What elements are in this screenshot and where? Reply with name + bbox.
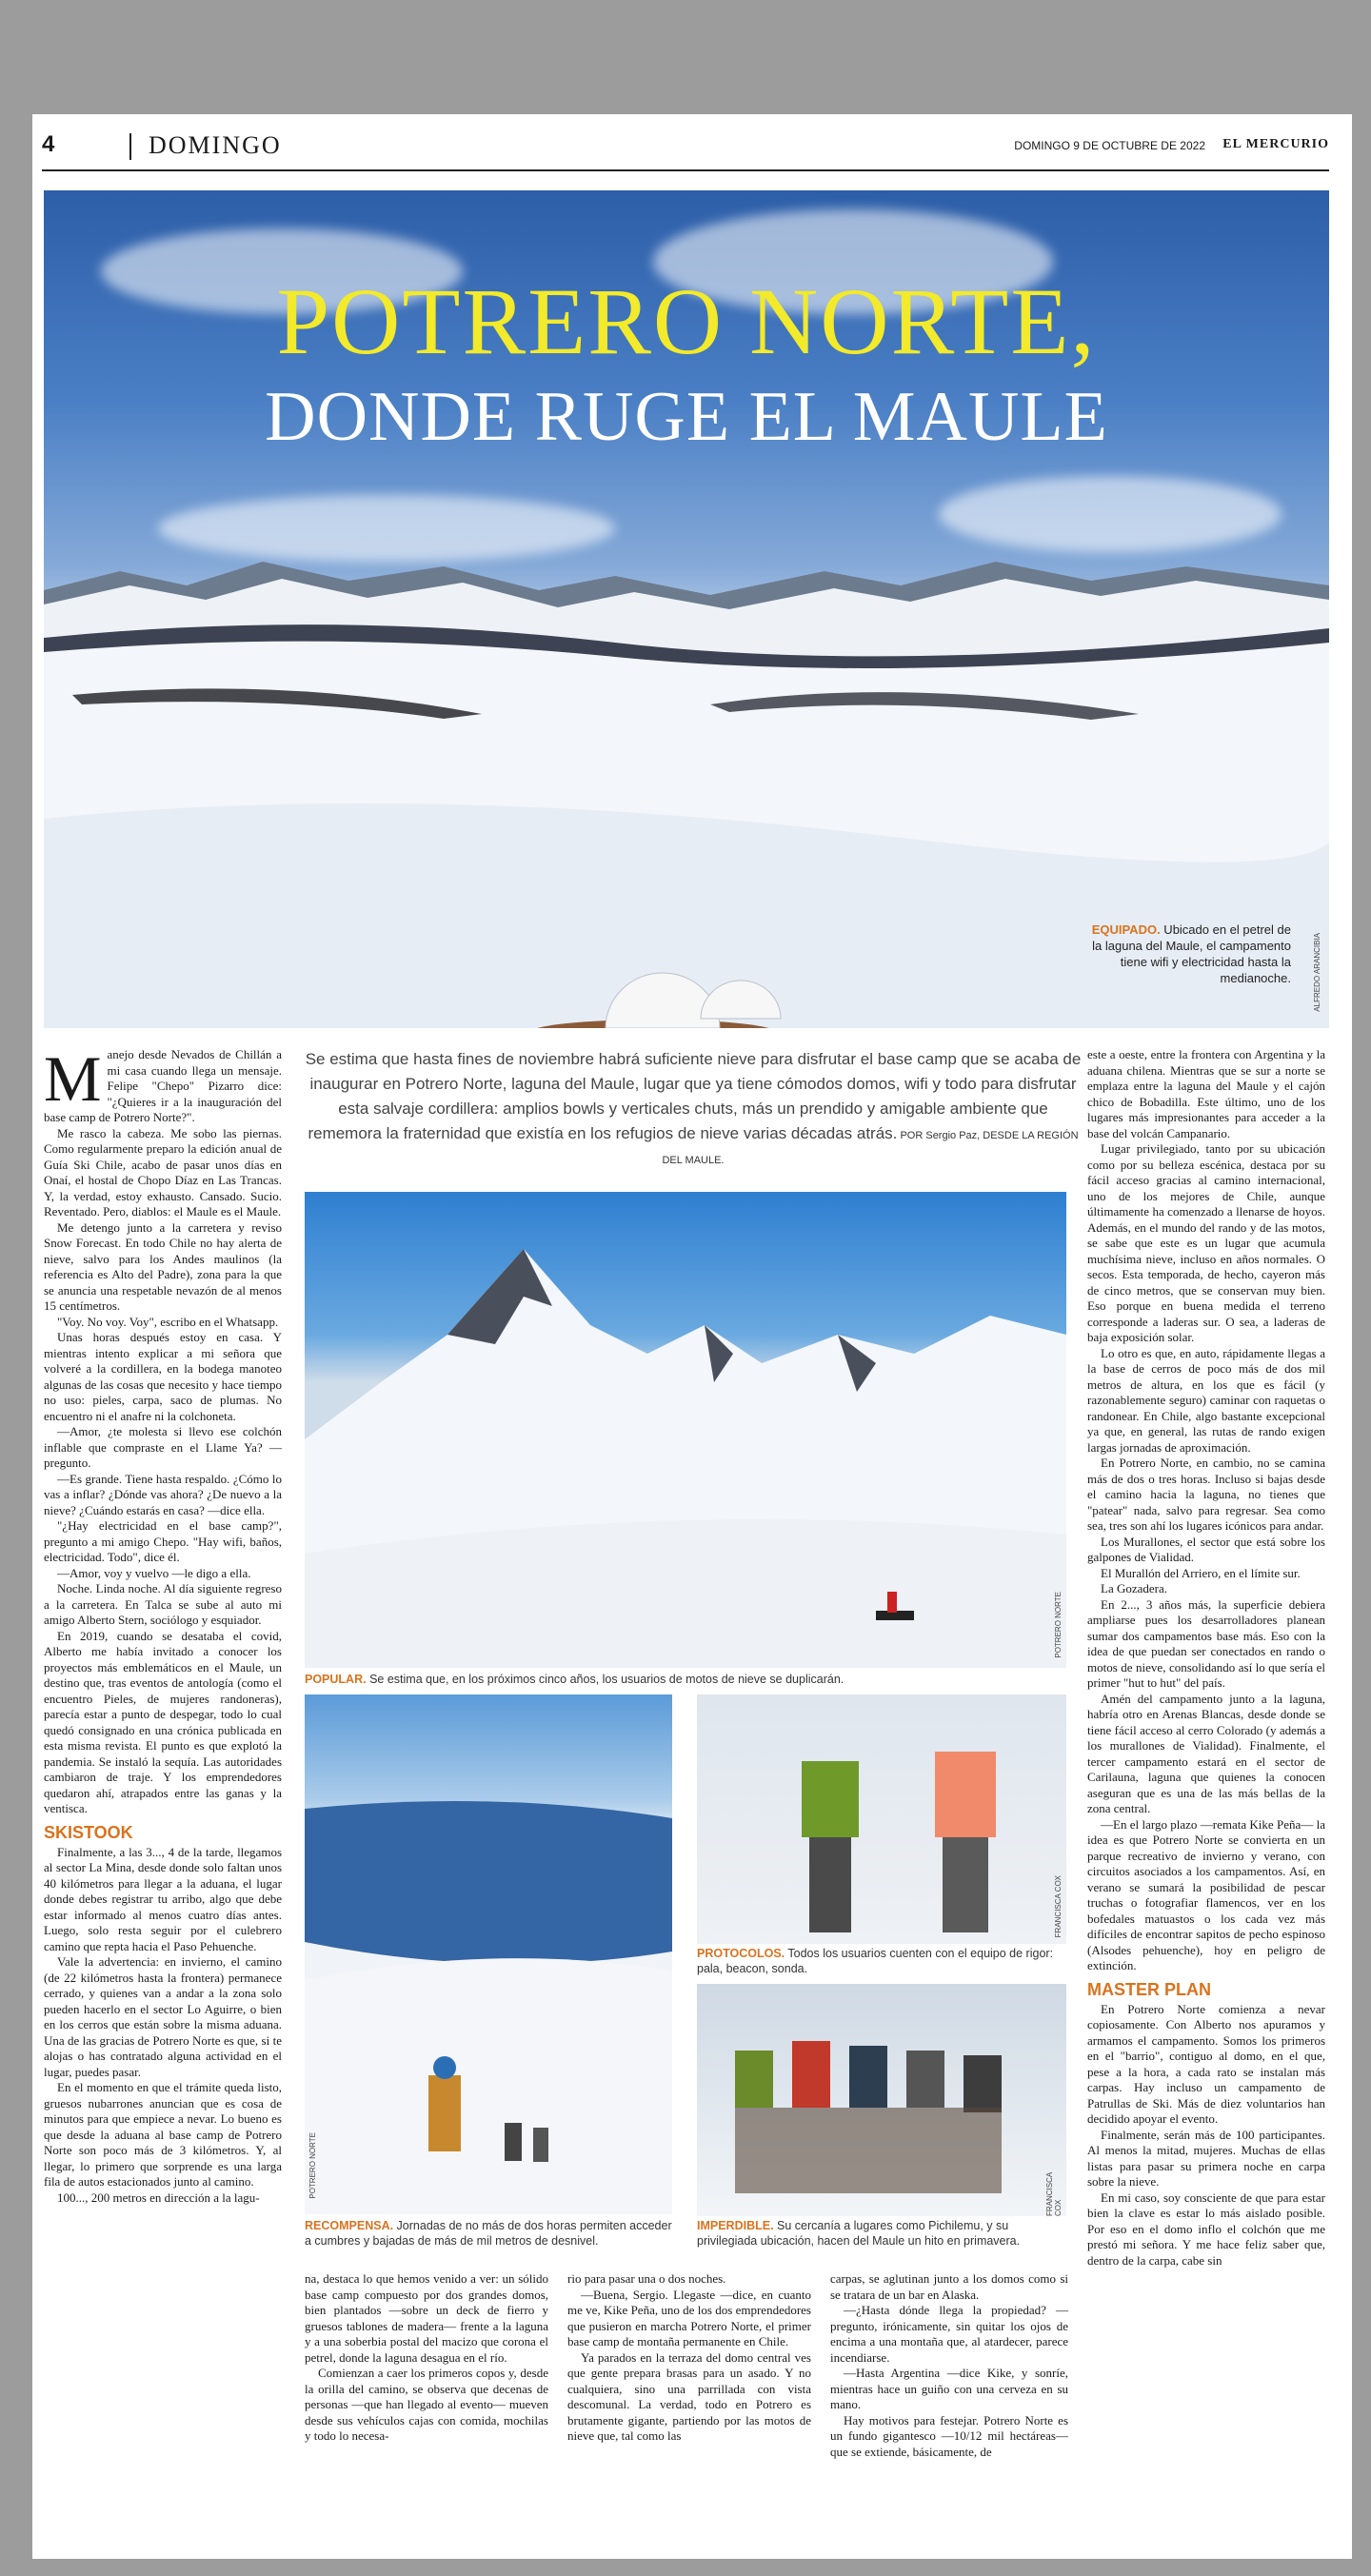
photo-caption	[305, 1672, 1066, 1687]
paragraph: —Es grande. Tiene hasta respaldo. ¿Cómo lo vas a inflar? ¿Dónde vas ahora? ¿De nuevo a la nieve? ¿Cuándo estarás en casa? —dice ella.	[44, 1471, 282, 1517]
caption-text: Se estima que, en los próximos cinco años, los usuarios de motos de nieve se duplicarán.	[366, 1673, 844, 1686]
photo-skiers-lake	[305, 1694, 672, 2214]
hero-credit: ALFREDO ARANCIBIA	[1313, 933, 1321, 1012]
caption-label: POPULAR.	[305, 1673, 367, 1686]
photo-two-skiers	[697, 1694, 1066, 1944]
paragraph: "Voy. No voy. Voy", escribo en el Whatsapp.	[57, 1314, 279, 1329]
paragraph: En Potrero Norte, en cambio, no se camina más de dos o tres horas. Incluso si bajas desde el camino hacia la laguna, no tienes que "patear" nada, salvo para regresar. Sea como sea, tres son ahí los lugares icónicos para andar.	[1087, 1456, 1325, 1533]
paragraph: Me rasco la cabeza. Me sobo las piernas. Como regularmente preparo la edición anual de Guía Ski Chile, acabo de pasar unos días en Onaí, el hostal de Chopo Díaz en Las Trancas. Y, la verdad, estoy exhausto. Cansado. Sucio. Reventado. Pero, diablos: el Maule es el Maule.	[44, 1125, 282, 1219]
paragraph: carpas, se aglutinan junto a los domos como si se tratara de un bar en Alaska.	[830, 2271, 1068, 2302]
paragraph: rio para pasar una o dos noches.	[567, 2271, 726, 2286]
newspaper-name: EL MERCURIO	[1222, 137, 1329, 151]
mountain-illustration	[305, 1192, 1066, 1668]
paragraph: —¿Hasta dónde llega la propiedad? —pregunto, irónicamente, sin quitar los ojos de encima a una montaña que, al atardecer, parece incendiarse.	[830, 2303, 1068, 2365]
group-illustration	[697, 1984, 1066, 2216]
header-rule	[42, 169, 1329, 171]
paragraph: —Buena, Sergio. Llegaste —dice, en cuanto me ve, Kike Peña, uno de los dos emprendedores que pusieron en marcha Potrero Norte, el primer base camp de montaña permanente en Chile.	[567, 2287, 811, 2348]
photo-caption	[697, 2218, 1068, 2249]
paragraph: Finalmente, serán más de 100 participantes. Al menos la mitad, mujeres. Muchas de ellas listas para pasar su primera noche en carpa sobre la nieve.	[1087, 2127, 1325, 2189]
caption-text: Su cercanía a lugares como Pichilemu, y su privilegiada ubicación, hacen del Maule un hito en primavera.	[697, 2219, 1021, 2248]
paragraph: En Potrero Norte comienza a nevar copiosamente. Con Alberto nos apuramos y armamos el campamento. Somos los primeros en el "barrio", contiguo al domo, en el que, pese a la hora, a cada rato se instalan más carpas. Hay incluso un campamento de Patrullas de Ski. Más de diez voluntarios han decidido apoyar el evento.	[1087, 2001, 1325, 2126]
drop-cap: M	[44, 1042, 102, 1115]
caption-label: PROTOCOLOS.	[697, 1947, 785, 1960]
paragraph: En el momento en que el trámite queda listo, gruesos nubarrones anuncian que es cosa de minutos para que empiece a nevar. Lo bueno es que desde la aduana al base camp de Potrero Norte son poco más de 3 kilómetros. Y, al llegar, lo primero que sorprende es una larga fila de autos estacionados junto al camino.	[44, 2080, 282, 2189]
photo-caption	[305, 2218, 676, 2249]
lake-illustration	[305, 1694, 672, 2214]
hero-photo	[44, 190, 1329, 1028]
paragraph: Lo otro es que, en auto, rápidamente llegas a la base de cerros de poco más de dos mil metros de altura, en los que es fácil (y razonablemente seguro) caminar con raquetas o randonear. En Chile, algo bastante excepcional ya que, en general, las rutas de rando exigen largas jornadas de aproximación.	[1087, 1345, 1325, 1455]
hero-caption-label: EQUIPADO.	[1091, 922, 1161, 937]
paragraph: En 2019, cuando se desataba el covid, Alberto me había invitado a conocer los proyectos más emblemáticos en el Maule, un destino que, tras eventos de antología (como el encuentro Pieles, de mujeres randoneras), parecía estar a punto de despegar, todo lo cual quedó consignado en una crónica publicada en esta misma revista. El punto es que explotó la pandemia. Se instaló la sequía. Las autoridades cambiaron de traje. Y los emprendedores quedaron ahí, atrapados entre las ganas y la ventisca.	[44, 1628, 282, 1815]
hero-title-line1: POTRERO NORTE,	[276, 268, 1097, 374]
paragraph: este a oeste, entre la frontera con Argentina y la aduana chilena. Mientras que se sur a norte se emplaza entre la laguna del Maule y el cajón chico de Bobadilla. Este último, uno de los lugares más impresionantes para acceder a la base del volcán Campanario.	[1087, 1047, 1325, 1140]
paragraph: Amén del campamento junto a la laguna, habría otro en Arenas Blancas, desde donde se tiene fácil acceso al cerro Colorado (y además a los murallones de Vialidad). Finalmente, el tercer campamento estará en el sector de Carilauna, laguna que quienes la conocen aseguran que es una de las más bellas de la zona central.	[1087, 1691, 1325, 1815]
paragraph: 100..., 200 metros en dirección a la lagu-	[57, 2190, 260, 2205]
paragraph: Lugar privilegiado, tanto por su ubicación como por su belleza escénica, destaca por su fácil acceso gracias al camino internacional, uno de los mejores de Chile, aunque últimamente ha comenzado a llenarse de hoyos. Además, en el mundo del rando y de las motos, se sabe que este es un lugar que acumula muchísima nieve, incluso en años normales. O secos. Esta temporada, de hecho, cayeron más de cinco metros, que se conservan muy bien. Eso porque en buena medida el terreno corresponde a laderas sur. O sea, a laderas de baja exposición solar.	[1087, 1141, 1325, 1344]
photo-group-skiers	[697, 1984, 1066, 2216]
photo-credit: FRANCISCA COX	[1045, 2172, 1063, 2216]
hero-caption	[1082, 921, 1291, 986]
paragraph: —Amor, ¿te molesta si llevo ese colchón inflable que compraste en el Llame Ya? —pregunto.	[44, 1424, 282, 1470]
hero-title-line2: DONDE RUGE EL MAULE	[265, 378, 1108, 456]
paragraph: Los Murallones, el sector que está sobre los galpones de Vialidad.	[1087, 1534, 1325, 1564]
caption-label: RECOMPENSA.	[305, 2219, 394, 2232]
paragraph: Noche. Linda noche. Al día siguiente regreso a la carretera. En Talca se sube al auto mi amigo Alberto Stern, sociólogo y esquiador.	[44, 1581, 282, 1627]
paragraph: La Gozadera.	[1101, 1581, 1168, 1595]
byline: POR Sergio Paz, DESDE LA REGIÓN DEL MAULE.	[662, 1130, 1079, 1166]
header-divider	[129, 133, 131, 160]
article-column-3	[567, 2271, 811, 2445]
paragraph: —Hasta Argentina —dice Kike, y sonríe, mientras hace un guiño con una cerveza en su mano.	[830, 2366, 1068, 2411]
paragraph: En mi caso, soy consciente de que para estar bien la clave es estar lo más aislado posible. Por eso en el domo inflo el colchón que me prestó mi señora. Y me hace feliz saber que, dentro de la carpa, cabe sin	[1087, 2190, 1325, 2268]
subheading-skistook: SKISTOOK	[44, 1822, 133, 1842]
paragraph: Vale la advertencia: en invierno, el camino (de 22 kilómetros hasta la frontera) permanece cerrado, y quienes van a andar a la zona solo pueden hacerlo en el sector Lo Aguirre, o bien en los cerros que están sobre la misma aduana. Una de las gracias de Potrero Norte es que, si te alojas o has contratado alguna actividad en el lugar, puedes pasar.	[44, 1954, 282, 2079]
paragraph: Hay motivos para festejar. Potrero Norte es un fundo gigantesco —10/12 mil hectáreas— que se extiende, básicamente, de	[830, 2412, 1068, 2459]
caption-label: IMPERDIBLE.	[697, 2219, 774, 2232]
paragraph: "¿Hay electricidad en el base camp?", pregunto a mi amigo Chepo. "Hay wifi, baños, electricidad. Todo", dice él.	[44, 1518, 282, 1564]
paragraph: Comienzan a caer los primeros copos y, desde la orilla del camino, se observa que decenas de personas —que han llegado al evento— mueven desde sus vehículos cajas con comida, mochilas y todo lo necesa-	[305, 2366, 548, 2443]
page-number: 4	[42, 131, 55, 157]
paragraph: anejo desde Nevados de Chillán a mi casa cuando llega un mensaje. Felipe "Chepo" Pizarro dice: "¿Quieres ir a la inauguración del base camp de Potrero Norte?".	[44, 1047, 282, 1124]
paragraph: Unas horas después estoy en casa. Y mientras intento explicar a mi señora que volveré a la cordillera, en la bodega manoteo algunas de las cosas que necesito y hace tiempo no uso: pieles, carpa, saco de plumas. No encuentro ni el anafre ni la colchoneta.	[44, 1330, 282, 1423]
paragraph: El Murallón del Arriero, en el límite sur.	[1101, 1565, 1301, 1580]
issue-date: DOMINGO 9 DE OCTUBRE DE 2022	[1014, 139, 1205, 152]
photo-credit: FRANCISCA COX	[1054, 1875, 1063, 1938]
section-name: DOMINGO	[149, 131, 282, 159]
article-lead	[303, 1047, 1083, 1171]
photo-snowmobile	[305, 1192, 1066, 1668]
photo-credit: POTRERO NORTE	[308, 2132, 317, 2199]
paragraph: Finalmente, a las 3..., 4 de la tarde, llegamos al sector La Mina, desde donde solo faltan unos 40 kilómetros para llegar a la aduana, el lugar donde debes registrar tu arribo, algo que debe estar informado al menos cuatro días antes. Luego, solo resta seguir por el culebrero camino que repta hacia el Paso Pehuenche.	[44, 1844, 282, 1953]
paragraph: En 2..., 3 años más, la superficie debiera ampliarse pues los desarrolladores planean sumar dos campamentos base más. Eso con la idea de que puedan ser conectados en rando o motos de nieve, consolidando así lo que sería el primer "hut to hut" del país.	[1087, 1596, 1325, 1690]
cloud-shape	[939, 476, 1282, 552]
paragraph: Me detengo junto a la carretera y reviso Snow Forecast. En todo Chile no hay alerta de nieve, salvo para los Andes maulinos (la referencia es Alto del Padre), zona para la que se anuncia una respetable nevazón de al menos 15 centímetros.	[44, 1219, 282, 1313]
hero-caption-text: Ubicado en el petrel de la laguna del Maule, el campamento tiene wifi y electricidad hasta la medianoche.	[1092, 922, 1291, 985]
article-column-2	[305, 2271, 548, 2445]
paragraph: —En el largo plazo —remata Kike Peña— la idea es que Potrero Norte se convierta en un parque recreativo de invierno y verano, con circuitos asociados a los campamentos. Así, en verano se sumará la posibilidad de pescar truchas o fotografiar flamencos, ver en los bofedales matuastos o los cada vez más difíciles de encontrar sapitos de pecho espinoso (Alsodes pehuenche), hoy en peligro de extinción.	[1087, 1816, 1325, 1972]
article-column-4	[830, 2271, 1068, 2460]
article-column-5	[1087, 1047, 1325, 2269]
caption-text: Jornadas de no más de dos horas permiten acceder a cumbres y bajadas de más de mil metros de desnivel.	[305, 2219, 672, 2248]
caption-text: Todos los usuarios cuenten con el equipo de rigor: pala, beacon, sonda.	[697, 1947, 1054, 1975]
subheading-master-plan: MASTER PLAN	[1087, 1979, 1211, 1999]
lead-text: Se estima que hasta fines de noviembre habrá suficiente nieve para disfrutar el base camp que se acaba de inaugurar en Potrero Norte, laguna del Maule, lugar que ya tiene cómodos domos, wifi y todo para disfrutar esta salvaje cordillera: amplios bowls y verticales chuts, más un prendido y amigable ambiente que rememora la fraternidad que existía en los refugios de nieve varias décadas atrás.	[305, 1050, 1082, 1142]
photo-caption	[697, 1946, 1066, 1976]
page-header	[42, 131, 1329, 169]
paragraph: —Amor, voy y vuelvo —le digo a ella.	[57, 1565, 251, 1580]
paragraph: Ya parados en la terraza del domo central ves que gente prepara brasas para un asado. Y no cualquiera, sino una parrillada con vista descomunal. La verdad, todo en Potrero es brutamente gigante, partiendo por las motos de nieve que, tal como las	[567, 2349, 811, 2443]
paragraph: na, destaca lo que hemos venido a ver: un sólido base camp compuesto por dos grandes domos, bien plantados —sobre un deck de fierro y gruesos tablones de madera— frente a la laguna y a una soberbia postal del macizo que corona el petrel, donde la laguna desagua en el río.	[305, 2271, 548, 2365]
skiers-illustration	[697, 1694, 1066, 1944]
article-column-1	[44, 1042, 282, 2206]
photo-credit: POTRERO NORTE	[1054, 1592, 1063, 1658]
